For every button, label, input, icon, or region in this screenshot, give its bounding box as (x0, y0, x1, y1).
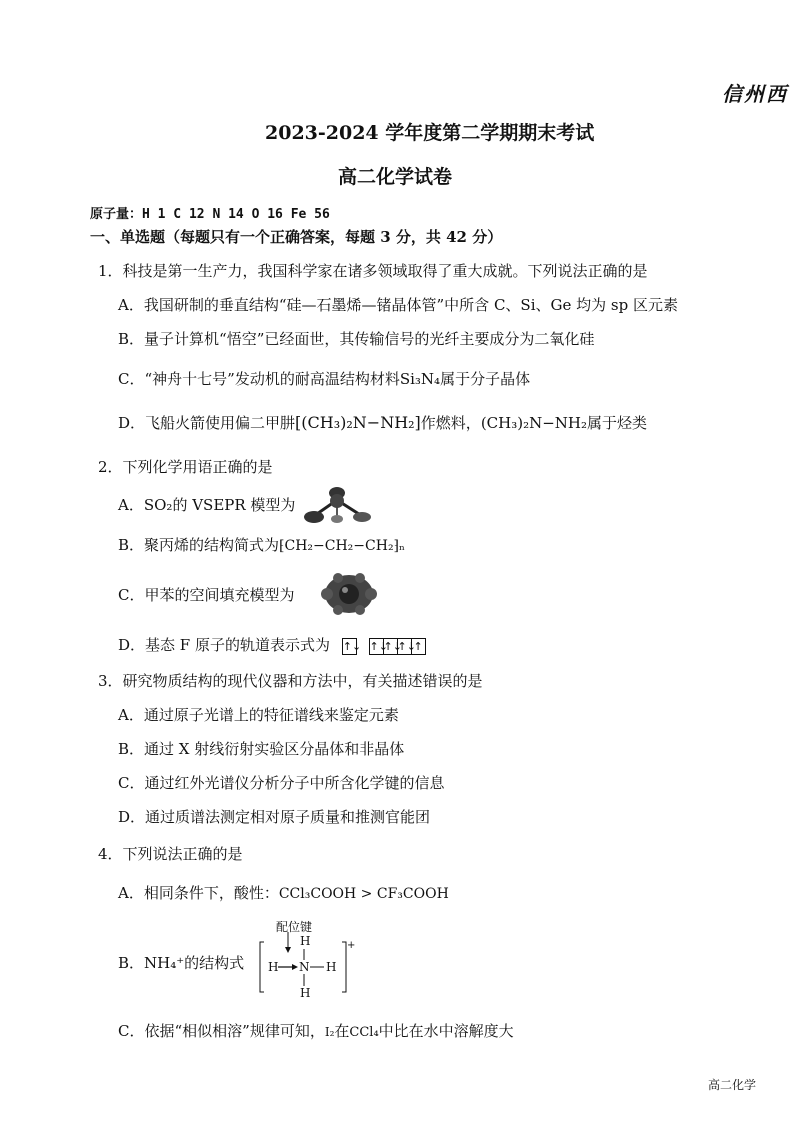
q3-option-b: B．通过 X 射线衍射实验区分晶体和非晶体 (118, 740, 405, 758)
q4-c-tail: 中比在水中溶解度大 (378, 1022, 514, 1040)
q2-option-c: C．甲苯的空间填充模型为 (118, 586, 295, 604)
page-footer: 高二化学 (708, 1078, 757, 1092)
nh4-h-top: H (300, 934, 311, 948)
q1-stem: 1．科技是第一生产力，我国科学家在诸多领域取得了重大成就。下列说法正确的是 (98, 262, 648, 280)
q1-c-text: C．“神舟十七号”发动机的耐高温结构材料 (118, 370, 400, 388)
q4-c-mid: 在 (334, 1022, 350, 1040)
orbital-box: ↑↓ (383, 640, 402, 654)
orbital-box: ↑ (411, 638, 426, 655)
toluene-model-image (318, 570, 380, 616)
q2-option-a (118, 494, 295, 515)
nh4-n: N (299, 960, 310, 974)
vsepr-model-image (300, 484, 375, 526)
coordinate-bond-label: 配位键 (276, 920, 313, 934)
q2-b-formula: ⁅CH₂−CH₂−CH₂⁆ₙ (279, 538, 406, 554)
nh4-charge: + (347, 940, 356, 951)
q1-d-formula-2: (CH₃)₂N−NH₂ (480, 414, 588, 432)
q4-option-b (118, 952, 244, 973)
orbital-box: ↑↓ (369, 640, 388, 654)
q4-c-formula-1: I₂ (324, 1025, 335, 1039)
q2-d-text: D．基态 F 原子的轨道表示式为 (118, 636, 330, 654)
q2-a-text: 的 VSEPR 模型为 (172, 496, 296, 514)
section-heading: 一、单选题（每题只有一个正确答案，每题 3 分，共 42 分） (90, 228, 503, 246)
q1-c-tail: 属于分子晶体 (440, 370, 531, 388)
q4-a-formula: CCl₃COOH > CF₃COOH (278, 886, 449, 902)
q1-option-b: B．量子计算机“悟空”已经面世，其传输信号的光纤主要成分为二氧化硅 (118, 330, 595, 348)
q2-option-d (118, 634, 426, 655)
q2-b-text: B．聚丙烯的结构简式为 (118, 536, 280, 554)
q1-d-mid: 作燃料， (420, 414, 481, 432)
q2-stem: 2．下列化学用语正确的是 (98, 458, 273, 476)
q4-a-text: A．相同条件下，酸性： (118, 884, 279, 902)
q1-d-tail: 属于烃类 (587, 414, 648, 432)
q1-option-c (118, 368, 530, 389)
q3-option-d: D．通过质谱法测定相对原子质量和推测官能团 (118, 808, 431, 826)
q1-c-formula: Si₃N₄ (399, 370, 441, 388)
exam-subtitle: 高二化学试卷 (338, 166, 453, 188)
q3-stem: 3．研究物质结构的现代仪器和方法中，有关描述错误的是 (98, 672, 483, 690)
q1-option-a: A．我国研制的垂直结构“硅—石墨烯—锗晶体管”中所含 C、Si、Ge 均为 sp 区元素 (118, 296, 678, 314)
q1-d-text: D．飞船火箭使用偏二甲肼 (118, 414, 296, 432)
q3-option-c: C．通过红外光谱仪分析分子中所含化学键的信息 (118, 774, 445, 792)
q2-a-formula: SO₂ (143, 496, 173, 514)
orbital-box: ↑↓ (397, 640, 416, 654)
exam-title: 2023-2024 学年度第二学期期末考试 (265, 122, 595, 144)
q1-d-formula-1: [(CH₃)₂N−NH₂] (295, 413, 421, 432)
q4-b-text: 的结构式 (184, 954, 245, 972)
q4-c-text: C．依据“相似相溶”规律可知， (118, 1022, 325, 1040)
q2-option-b (118, 534, 405, 555)
nh4-h-left: H (268, 960, 279, 974)
q4-option-c (118, 1020, 514, 1041)
q4-b-formula: NH₄⁺ (144, 954, 185, 972)
q2-a-label: A． (118, 496, 144, 514)
q3-option-a: A．通过原子光谱上的特征谱线来鉴定元素 (118, 706, 399, 724)
nh4-h-bottom: H (300, 986, 311, 1000)
q4-stem: 4．下列说法正确的是 (98, 845, 243, 863)
nh4-structure-lines (258, 930, 356, 1005)
atomic-mass-line: 原子量：H 1 C 12 N 14 O 16 Fe 56 (90, 207, 330, 222)
nh4-h-right: H (326, 960, 337, 974)
orbital-1s (342, 637, 362, 656)
q1-option-d (118, 412, 647, 433)
handwritten-note: 信州西 (722, 82, 788, 106)
orbital-box: ↑↓ (342, 640, 362, 654)
q4-c-formula-2: CCl₄ (349, 1025, 379, 1040)
q4-b-label: B． (118, 954, 145, 972)
orbital-2s-2p (370, 637, 426, 656)
q4-option-a (118, 882, 449, 903)
